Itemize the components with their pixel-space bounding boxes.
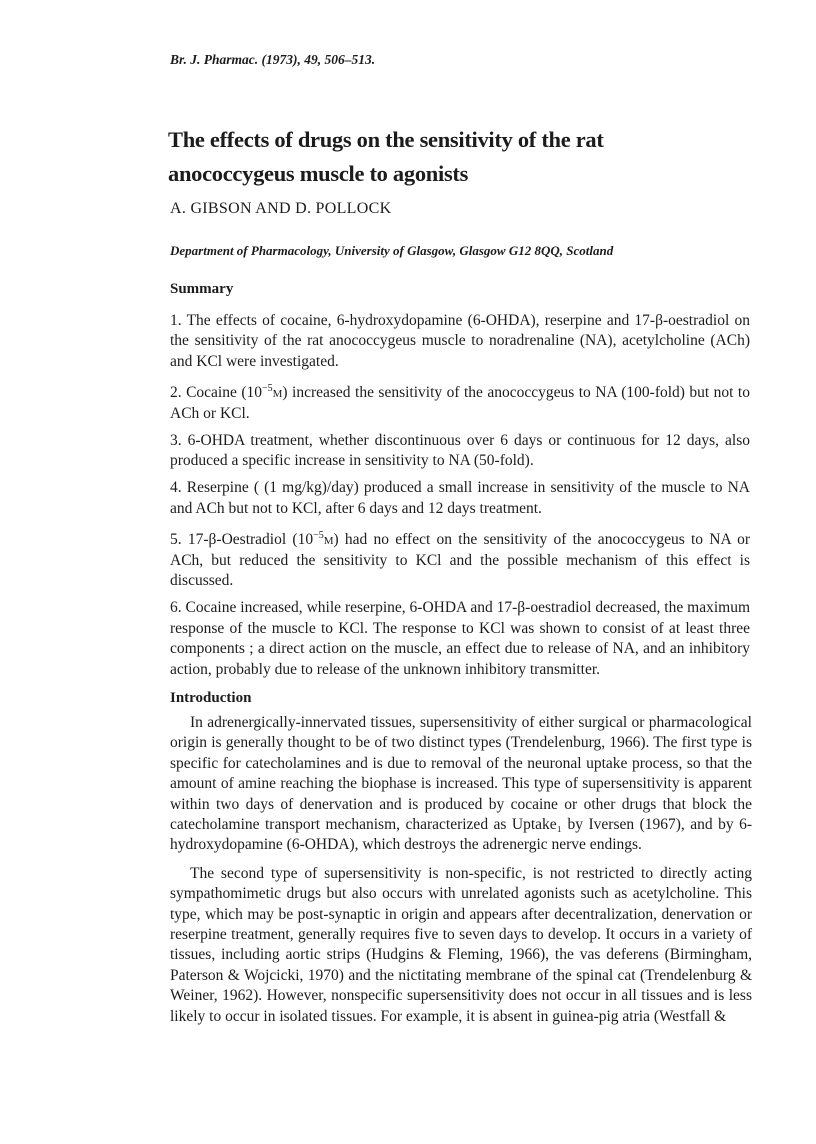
- article-title: [168, 123, 768, 191]
- summary-item-text: ) increased the sensitivity of the anococcygeus to NA (100-fold) but not to ACh or KCl.: [170, 383, 750, 423]
- summary-item-unit: M: [272, 387, 283, 400]
- summary-item: [170, 526, 750, 592]
- summary-item-exponent: −5: [262, 382, 273, 394]
- journal-citation: Br. J. Pharmac. (1973), 49, 506–513.: [170, 52, 376, 67]
- summary-item-unit: M: [323, 534, 334, 547]
- summary-item: [170, 379, 750, 425]
- article-title-line-1: The effects of drugs on the sensitivity of the rat: [168, 127, 604, 152]
- summary-item: 1. The effects of cocaine, 6-hydroxydopamine (6-OHDA), reserpine and 17-β-oestradiol on the sensitivity of the rat anococcygeus muscle to noradrenaline (NA), acetylcholine (ACh) and KCl were investigated.: [170, 312, 750, 370]
- introduction-paragraph: In adrenergically-innervated tissues, supersensitivity of either surgical or pharmacological origin is generally thought to be of two distinct types (Trendelenburg, 1966). The first type is specific for catecholamines and is due to removal of the neuronal uptake process, so that the amount of amine reaching the biophase is increased. This type of supersensitivity is apparent within two days of denervation and is produced by cocaine or other drugs that block the catecholamine transport mechanism, characterized as Uptake₁ by Iversen (1967), and by 6-hydroxydopamine (6-OHDA), which destroys the adrenergic nerve endings.: [170, 714, 752, 854]
- introduction-paragraph: The second type of supersensitivity is non-specific, is not restricted to directly acting sympathomimetic drugs but also occurs with unrelated agonists such as acetylcholine. This type, which may be post-synaptic in origin and appears after decentralization, denervation or reserpine treatment, generally requires five to seven days to develop. It occurs in a variety of tissues, including aortic strips (Hudgins & Fleming, 1966), the vas deferens (Birmingham, Paterson & Wojcicki, 1970) and the nictitating membrane of the spinal cat (Trendelenburg & Weiner, 1962). However, nonspecific supersensitivity does not occur in all tissues and is less likely to occur in isolated tissues. For example, it is absent in guinea-pig atria (Westfall &: [170, 864, 752, 1025]
- summary-item: 4. Reserpine ( (1 mg/kg)/day) produced a small increase in sensitivity of the muscle to NA and ACh but not to KCl, after 6 days and 12 days treatment.: [170, 479, 750, 517]
- introduction-body: [170, 713, 752, 1035]
- introduction-heading: Introduction: [170, 690, 252, 706]
- summary-heading: Summary: [170, 281, 234, 297]
- summary-item-text: 5. 17-β-Oestradiol (10: [170, 530, 314, 548]
- summary-item: 6. Cocaine increased, while reserpine, 6-OHDA and 17-β-oestradiol decreased, the maximum response of the muscle to KCl. The response to KCl was shown to consist of at least three components ; a direct action on the muscle, an effect due to release of NA, and an inhibitory action, probably due to release of the unknown inhibitory transmitter.: [170, 599, 750, 678]
- article-authors: A. GIBSON AND D. POLLOCK: [170, 200, 392, 217]
- summary-item-text: 2. Cocaine (10: [170, 383, 262, 401]
- summary-item-exponent: −5: [313, 529, 324, 541]
- author-affiliation: Department of Pharmacology, University of Glasgow, Glasgow G12 8QQ, Scotland: [170, 243, 614, 258]
- summary-list: [170, 311, 750, 687]
- article-title-line-2: anococcygeus muscle to agonists: [168, 161, 469, 186]
- summary-item-text: ) had no effect on the sensitivity of the anococcygeus to NA or ACh, but reduced the sensitivity to KCl and the possible mechanism of this effect is discussed.: [170, 530, 750, 590]
- summary-item: 3. 6-OHDA treatment, whether discontinuous over 6 days or continuous for 12 days, also produced a specific increase in sensitivity to NA (50-fold).: [170, 432, 750, 470]
